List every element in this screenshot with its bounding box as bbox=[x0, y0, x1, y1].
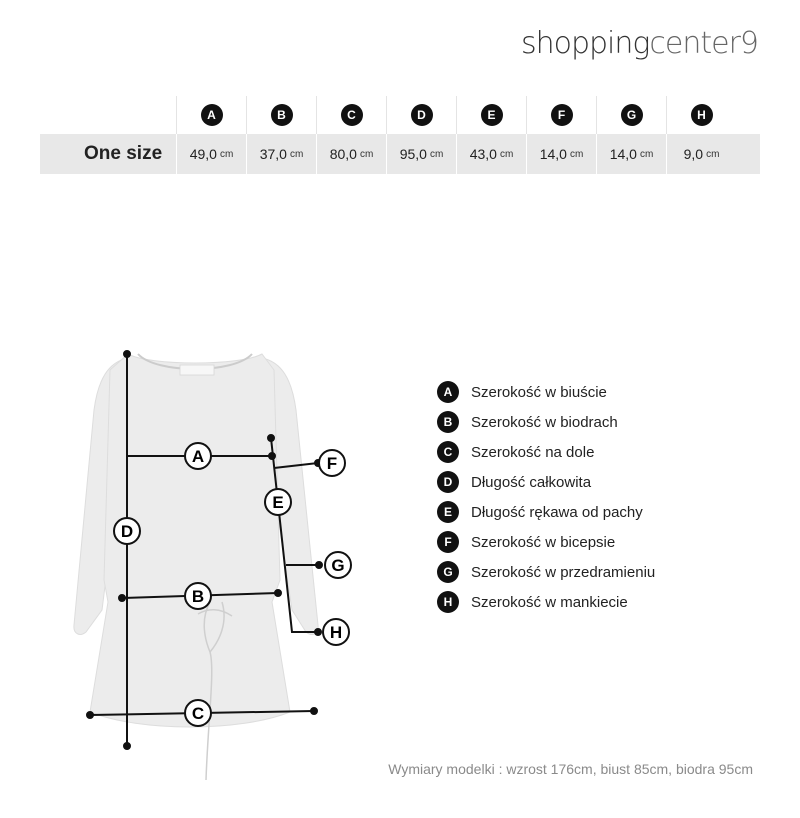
legend-label-b: Szerokość w biodrach bbox=[471, 413, 618, 431]
badge-b: B bbox=[271, 104, 293, 126]
figure-label-f: F bbox=[326, 454, 338, 473]
figure-label-a: A bbox=[191, 447, 205, 466]
brand-logo-part2: center9 bbox=[649, 26, 758, 61]
legend-item-a bbox=[437, 377, 655, 407]
cell-d bbox=[386, 134, 456, 174]
cell-d-value: 95,0 bbox=[399, 146, 427, 162]
legend-badge-b: B bbox=[437, 411, 459, 433]
cell-a-value: 49,0 bbox=[189, 146, 217, 162]
header-col-f bbox=[526, 96, 596, 134]
badge-e: E bbox=[481, 104, 503, 126]
legend-badge-d: D bbox=[437, 471, 459, 493]
legend-badge-f: F bbox=[437, 531, 459, 553]
header-spacer bbox=[40, 96, 176, 134]
cell-b-unit: cm bbox=[289, 148, 304, 160]
cell-h-unit: cm bbox=[706, 148, 720, 160]
legend-label-h: Szerokość w mankiecie bbox=[471, 593, 628, 611]
legend-badge-g: G bbox=[437, 561, 459, 583]
figure-label-e: E bbox=[272, 493, 284, 512]
measurement-legend bbox=[437, 377, 655, 617]
cell-c bbox=[316, 134, 386, 174]
cell-g bbox=[596, 134, 666, 174]
header-col-b bbox=[246, 96, 316, 134]
badge-c: C bbox=[341, 104, 363, 126]
legend-label-e: Długość rękawa od pachy bbox=[471, 503, 643, 521]
header-col-h bbox=[666, 96, 736, 134]
cell-f-value: 14,0 bbox=[539, 146, 567, 162]
cell-c-unit: cm bbox=[359, 148, 374, 160]
garment-diagram bbox=[60, 340, 370, 790]
figure-label-c: C bbox=[191, 704, 205, 723]
header-col-d bbox=[386, 96, 456, 134]
cell-g-value: 14,0 bbox=[609, 146, 637, 162]
legend-badge-h: H bbox=[437, 591, 459, 613]
figure-label-h: H bbox=[329, 623, 343, 642]
brand-logo bbox=[521, 26, 758, 61]
header-col-g bbox=[596, 96, 666, 134]
size-row-one-size bbox=[40, 134, 760, 174]
cell-a bbox=[176, 134, 246, 174]
figure-label-b: B bbox=[191, 587, 205, 606]
model-measurements-note: Wymiary modelki : wzrost 176cm, biust 85cm, biodra 95cm bbox=[388, 761, 753, 777]
header-col-e bbox=[456, 96, 526, 134]
legend-badge-c: C bbox=[437, 441, 459, 463]
size-table-header bbox=[40, 96, 760, 134]
legend-label-g: Szerokość w przedramieniu bbox=[471, 563, 656, 581]
badge-d: D bbox=[411, 104, 433, 126]
cell-c-value: 80,0 bbox=[329, 146, 357, 162]
legend-item-e bbox=[437, 497, 655, 527]
legend-item-f bbox=[437, 527, 655, 557]
figure-label-g: G bbox=[331, 556, 345, 575]
cell-b bbox=[246, 134, 316, 174]
cell-e bbox=[456, 134, 526, 174]
cell-d-unit: cm bbox=[429, 148, 444, 160]
size-row-label: One size bbox=[84, 143, 163, 164]
legend-label-a: Szerokość w biuście bbox=[471, 383, 607, 401]
legend-item-b bbox=[437, 407, 655, 437]
badge-g: G bbox=[621, 104, 643, 126]
legend-label-d: Długość całkowita bbox=[471, 473, 592, 491]
header-col-a bbox=[176, 96, 246, 134]
cell-f-unit: cm bbox=[569, 148, 584, 160]
cell-g-unit: cm bbox=[639, 148, 654, 160]
badge-f: F bbox=[551, 104, 573, 126]
badge-h: H bbox=[691, 104, 713, 126]
cell-b-value: 37,0 bbox=[259, 146, 287, 162]
header-col-c bbox=[316, 96, 386, 134]
legend-label-f: Szerokość w bicepsie bbox=[471, 533, 616, 551]
figure-label-d: D bbox=[120, 522, 134, 541]
brand-logo-part1: shopping bbox=[520, 26, 650, 61]
cell-h bbox=[666, 134, 736, 174]
cell-f bbox=[526, 134, 596, 174]
cell-e-unit: cm bbox=[499, 148, 514, 160]
legend-badge-a: A bbox=[437, 381, 459, 403]
legend-label-c: Szerokość na dole bbox=[471, 443, 595, 461]
garment-label-patch bbox=[180, 365, 214, 375]
cell-e-value: 43,0 bbox=[469, 146, 497, 162]
legend-item-d bbox=[437, 467, 655, 497]
size-table bbox=[40, 96, 760, 174]
cell-h-value: 9,0 bbox=[683, 146, 704, 162]
legend-badge-e: E bbox=[437, 501, 459, 523]
cell-a-unit: cm bbox=[219, 148, 234, 160]
legend-item-h bbox=[437, 587, 655, 617]
badge-a: A bbox=[201, 104, 223, 126]
legend-item-c bbox=[437, 437, 655, 467]
legend-item-g bbox=[437, 557, 655, 587]
